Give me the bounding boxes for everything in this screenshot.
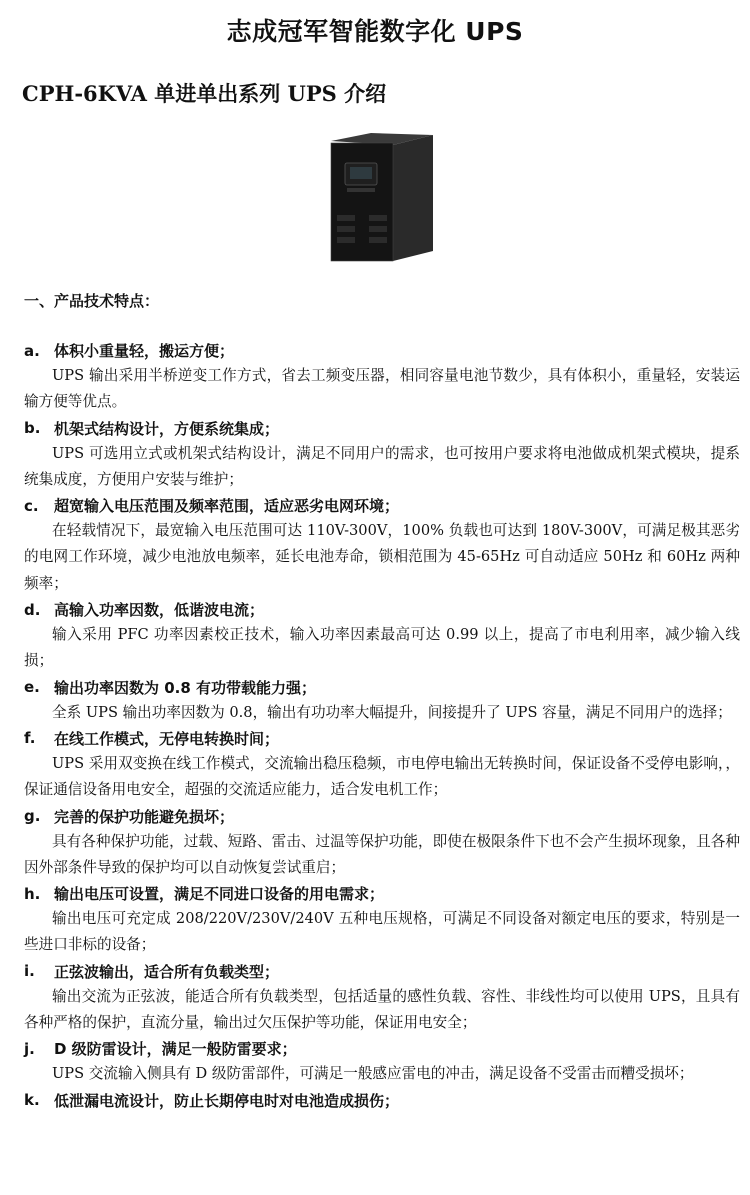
feature-letter: b.	[24, 419, 41, 438]
feature-item	[0, 726, 750, 804]
feature-item	[0, 493, 750, 597]
feature-heading	[0, 597, 750, 622]
feature-item	[0, 804, 750, 882]
feature-item	[0, 338, 750, 416]
feature-title: 高输入功率因数，低谐波电流；	[54, 601, 265, 620]
feature-heading	[0, 1088, 750, 1113]
feature-description: UPS 输出采用半桥逆变工作方式，省去工频变压器，相同容量电池节数少，具有体积小，重量轻，安装运输方便等优点。	[24, 367, 740, 411]
feature-title: 在线工作模式，无停电转换时间；	[54, 729, 280, 748]
feature-letter: i.	[24, 962, 35, 981]
feature-letter: g.	[24, 807, 41, 826]
feature-letter: a.	[24, 341, 40, 360]
section-heading-features: 一、产品技术特点：	[24, 292, 160, 310]
feature-letter: j.	[24, 1039, 35, 1058]
feature-title: 机架式结构设计，方便系统集成；	[54, 419, 280, 438]
ups-product-image	[323, 133, 443, 263]
feature-letter: f.	[24, 729, 36, 748]
feature-heading	[0, 804, 750, 829]
feature-title: 正弦波输出，适合所有负载类型；	[54, 962, 280, 981]
page-title: 志成冠军智能数字化 UPS	[226, 17, 524, 46]
feature-letter: c.	[24, 496, 39, 515]
feature-heading	[0, 493, 750, 518]
feature-heading	[0, 959, 750, 984]
feature-title: 体积小重量轻，搬运方便；	[54, 342, 235, 360]
feature-description: 输入采用 PFC 功率因素校正技术，输入功率因素最高可达 0.99 以上，提高了市电利用率，减少输入线损；	[24, 626, 740, 670]
feature-letter: h.	[24, 884, 41, 903]
feature-letter: k.	[24, 1091, 40, 1110]
feature-title: 完善的保护功能避免损坏；	[54, 807, 235, 826]
feature-heading	[0, 416, 750, 441]
feature-description: 具有各种保护功能，过载、短路、雷击、过温等保护功能，即使在极限条件下也不会产生损坏现象，且各种因外部条件导致的保护均可以自动恢复尝试重启；	[24, 832, 740, 876]
feature-description: UPS 交流输入侧具有 D 级防雷部件，可满足一般感应雷电的冲击，满足设备不受雷击而糟受损坏；	[52, 1065, 694, 1083]
feature-title: 低泄漏电流设计，防止长期停电时对电池造成损伤；	[54, 1091, 400, 1110]
feature-heading	[0, 881, 750, 906]
feature-item	[0, 597, 750, 675]
feature-title: 超宽输入电压范围及频率范围，适应恶劣电网环境；	[54, 497, 400, 516]
feature-item	[0, 881, 750, 959]
feature-heading	[0, 338, 750, 363]
feature-description: UPS 采用双变换在线工作模式，交流输出稳压稳频，市电停电输出无转换时间，保证设备不受停电影响，，保证通信设备用电安全，超强的交流适应能力，适合发电机工作；	[24, 754, 740, 799]
feature-description: 在轻载情况下，最宽输入电压范围可达 110V-300V，100% 负载也可达到 180V-300V，可满足极其恶劣的电网工作环境，减少电池放电频率，延长电池寿命，锁相范围为 45-65Hz 可自动适应 50Hz 和 60Hz 两种频率；	[24, 522, 740, 592]
feature-description: 输出电压可充定成 208/220V/230V/240V 五种电压规格，可满足不同设备对额定电压的要求，特别是一些进口非标的设备；	[24, 910, 740, 954]
feature-description: 输出交流为正弦波，能适合所有负载类型，包括适量的感性负载、容性、非线性均可以使用 UPS，且具有各种严格的保护，直流分量，输出过欠压保护等功能，保证用电安全；	[24, 987, 740, 1032]
document-subtitle: CPH-6KVA 单进单出系列 UPS 介绍	[22, 81, 387, 106]
feature-heading	[0, 1036, 750, 1061]
feature-letter: e.	[24, 678, 40, 697]
feature-letter: d.	[24, 600, 41, 619]
feature-item	[0, 959, 750, 1037]
feature-item	[0, 1088, 750, 1113]
feature-list	[0, 338, 750, 1113]
feature-description: 全系 UPS 输出功率因数为 0.8，输出有功功率大幅提升，间接提升了 UPS 容量，满足不同用户的选择；	[52, 703, 732, 721]
feature-description: UPS 可选用立式或机架式结构设计，满足不同用户的需求，也可按用户要求将电池做成机架式模块，提系统集成度，方便用户安装与维护；	[24, 444, 740, 488]
feature-title: 输出电压可设置，满足不同进口设备的用电需求；	[54, 885, 385, 904]
feature-item	[0, 675, 750, 726]
feature-item	[0, 1036, 750, 1087]
feature-item	[0, 416, 750, 494]
feature-title: D 级防雷设计，满足一般防雷要求；	[54, 1040, 297, 1059]
feature-heading	[0, 675, 750, 700]
feature-title: 输出功率因数为 0.8 有功带载能力强；	[54, 678, 317, 697]
feature-heading	[0, 726, 750, 751]
